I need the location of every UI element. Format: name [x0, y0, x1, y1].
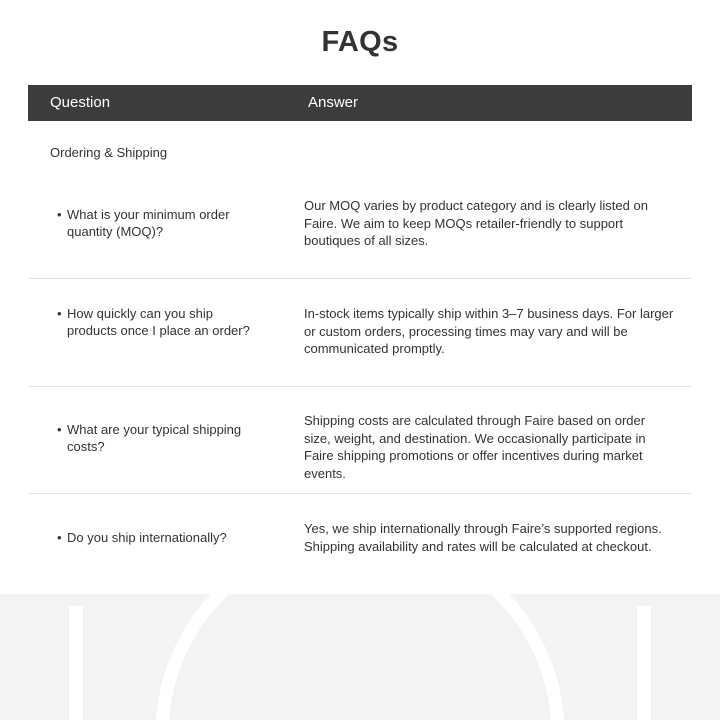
- faq-answer: Shipping costs are calculated through Faire based on order size, weight, and destination. We occasionally participate in Faire shipping promotions or offer incentives during market events.: [304, 413, 646, 481]
- faq-answer: In-stock items typically ship within 3–7 business days. For larger or custom orders, processing times may vary and will be communicated promptly.: [304, 306, 674, 356]
- faq-answer: Our MOQ varies by product category and is clearly listed on Faire. We aim to keep MOQs retailer-friendly to support boutiques of all sizes.: [304, 198, 648, 248]
- bullet-icon: •: [57, 422, 62, 437]
- bullet-icon: •: [57, 530, 62, 545]
- faq-question-text: Do you ship internationally?: [67, 530, 227, 545]
- row-divider: [28, 278, 692, 279]
- faq-answer: Yes, we ship internationally through Faire’s supported regions. Shipping availability and rates will be calculated at checkout.: [304, 521, 662, 554]
- faq-question-text: What are your typical shipping costs?: [67, 422, 242, 454]
- left-pillar-shape: [69, 606, 83, 720]
- arch-curve-shape: [162, 594, 558, 720]
- row-divider: [28, 386, 692, 387]
- faq-question: [57, 305, 257, 339]
- faq-question-text: How quickly can you ship products once I place an order?: [67, 306, 250, 338]
- bullet-icon: •: [57, 207, 62, 222]
- decorative-arch-graphic: [0, 594, 720, 720]
- faq-question: [57, 206, 257, 240]
- page-title: FAQs: [321, 26, 399, 58]
- right-pillar-shape: [637, 606, 651, 720]
- question-column-header: Question: [50, 94, 111, 111]
- faq-question: [57, 421, 257, 455]
- faq-question-text: What is your minimum order quantity (MOQ)?: [67, 207, 230, 239]
- answer-column-header: Answer: [308, 94, 359, 111]
- table-header: [28, 85, 692, 121]
- section-label: Ordering & Shipping: [50, 145, 168, 160]
- bullet-icon: •: [57, 306, 62, 321]
- row-divider: [28, 493, 692, 494]
- footer-panel: [0, 594, 720, 720]
- faq-question: [57, 529, 257, 546]
